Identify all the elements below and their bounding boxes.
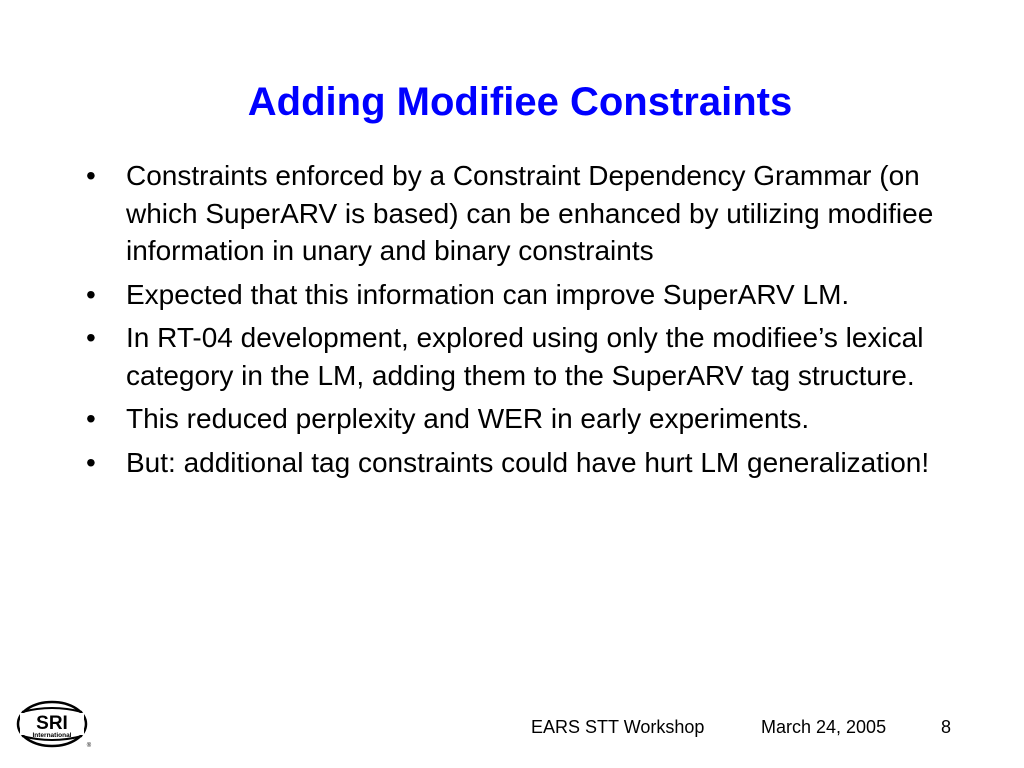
bullet-item <box>86 400 986 438</box>
bullet-marker: • <box>86 403 96 434</box>
sri-logo-graphic <box>12 700 94 748</box>
bullet-marker: • <box>86 160 96 191</box>
logo-registered-mark: ® <box>86 743 92 748</box>
bullet-list <box>86 157 986 487</box>
bullet-text: Expected that this information can improve SuperARV LM. <box>126 278 850 310</box>
bullet-text: But: additional tag constraints could have hurt LM generalization! <box>126 446 930 478</box>
logo-globe-latitude <box>22 708 82 712</box>
footer-date: March 24, 2005 <box>761 717 887 737</box>
bullet-text: This reduced perplexity and WER in early experiments. <box>126 403 810 434</box>
logo-international-text: International <box>32 732 72 739</box>
footer-page-number: 8 <box>941 717 952 737</box>
sri-international-logo <box>12 700 94 748</box>
bullet-item <box>86 157 986 270</box>
bullet-item <box>86 319 986 394</box>
bullet-text: Constraints enforced by a Constraint Dependency Grammar (on which SuperARV is based) can be enhanced by utilizing modifiee information in unary and binary constraints <box>126 160 934 266</box>
bullet-item <box>86 276 986 314</box>
slide-title: Adding Modifiee Constraints <box>247 80 793 124</box>
logo-sri-text: SRI <box>36 713 68 734</box>
footer-conference-name: EARS STT Workshop <box>531 717 705 737</box>
bullet-marker: • <box>86 446 96 478</box>
bullet-marker: • <box>86 322 96 353</box>
bullet-item <box>86 444 986 482</box>
bullet-marker: • <box>86 278 96 310</box>
bullet-text: In RT-04 development, explored using only the modifiee’s lexical category in the LM, adding them to the SuperARV tag structure. <box>126 322 924 391</box>
